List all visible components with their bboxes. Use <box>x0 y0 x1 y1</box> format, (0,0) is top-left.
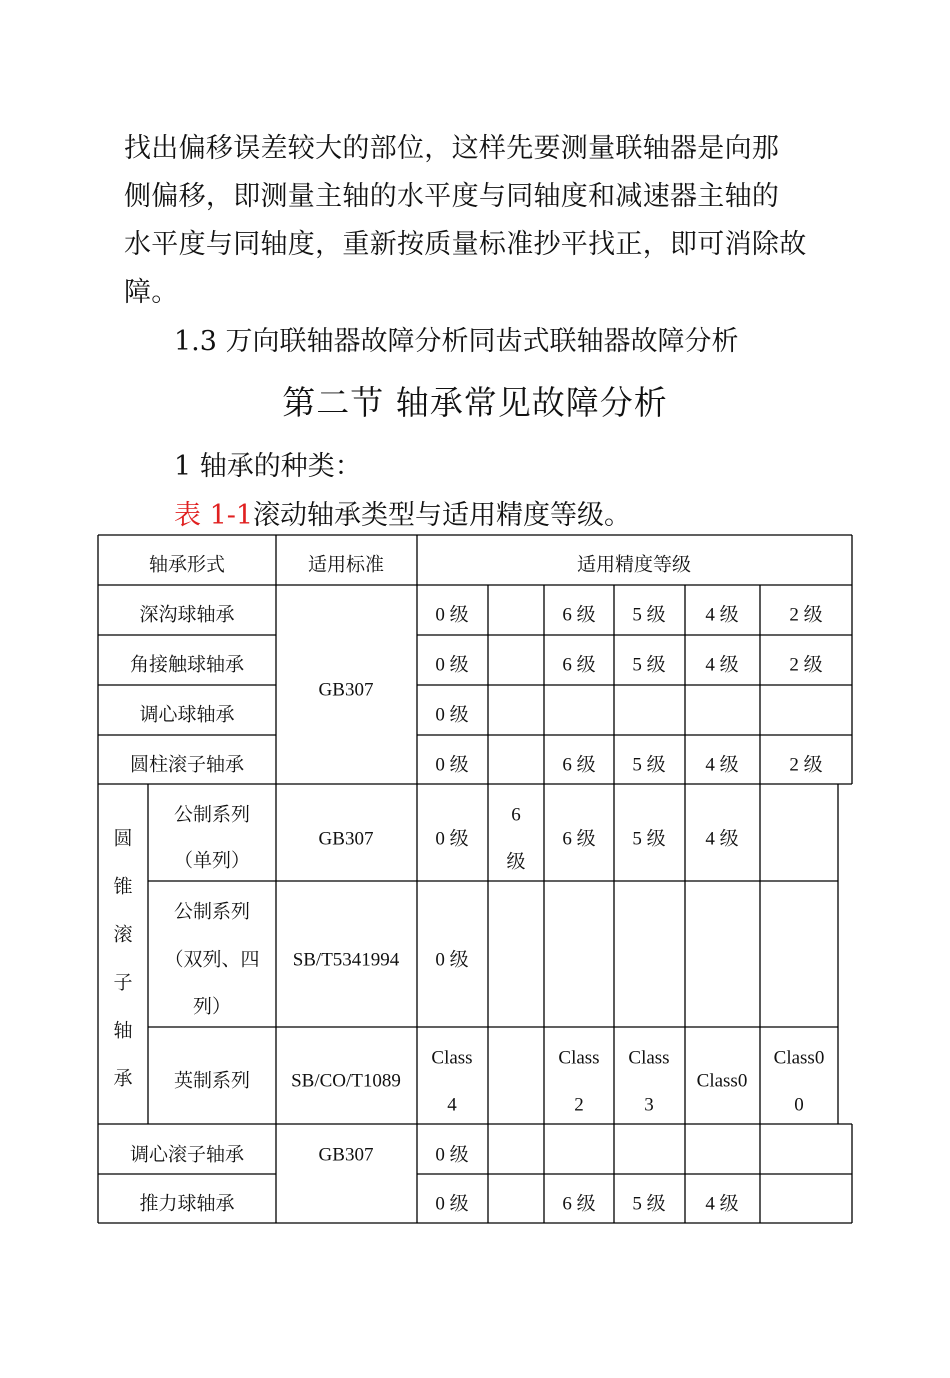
grade-cell: 5 级 <box>632 828 666 850</box>
item-heading: 1 轴承的种类： <box>174 451 362 482</box>
grade-cell: 6 级 <box>562 604 596 626</box>
grade-cell: 4 级 <box>705 828 739 850</box>
grade-cell: 5 级 <box>632 1193 666 1215</box>
grade-cell: Class <box>558 1047 600 1069</box>
table-grid <box>98 535 852 1223</box>
grade-cell: 4 级 <box>705 654 739 676</box>
tapered-roller-group-label <box>113 827 132 1089</box>
grade-cell: 2 级 <box>789 654 823 676</box>
grade-cell: 5 级 <box>632 754 666 776</box>
row-type-label: （双列、四 <box>164 949 260 971</box>
grade-cell: 6 级 <box>562 654 596 676</box>
subsection-heading: 1.3 万向联轴器故障分析同齿式联轴器故障分析 <box>174 326 739 357</box>
grade-cell: 2 <box>574 1094 584 1116</box>
grade-cell: 0 级 <box>435 828 469 850</box>
paragraph-line: 找出偏移误差较大的部位，这样先要测量联轴器是向那 <box>124 133 780 164</box>
grade-cell: Class0 <box>773 1047 825 1069</box>
standard-cell: GB307 <box>318 1144 374 1166</box>
grade-cell: 4 级 <box>705 1193 739 1215</box>
grade-cell: 0 级 <box>435 1193 469 1215</box>
grade-cell: 5 级 <box>632 654 666 676</box>
grade-cell: 4 级 <box>705 754 739 776</box>
standard-cell: SB/CO/T1089 <box>291 1070 401 1092</box>
grade-cell: 0 级 <box>435 654 469 676</box>
grade-cell: 0 级 <box>435 949 469 971</box>
grade-cell: 级 <box>506 851 526 873</box>
row-type-label: 公制系列 <box>173 901 251 923</box>
paragraph-line: 水平度与同轴度，重新按质量标准抄平找正，即可消除故 <box>124 229 807 260</box>
grade-cell: 2 级 <box>789 604 823 626</box>
paragraph-line: 障。 <box>124 277 179 308</box>
row-type-label: （单列） <box>173 850 251 872</box>
grade-cell: 6 级 <box>562 754 596 776</box>
grade-cell: 2 级 <box>789 754 823 776</box>
row-type-label: 调心球轴承 <box>139 704 235 726</box>
grade-cell: Class <box>628 1047 670 1069</box>
table-caption-number: 表 1-1 <box>174 500 254 531</box>
row-type-label: 深沟球轴承 <box>139 604 235 626</box>
grade-cell: 5 级 <box>632 604 666 626</box>
vertical-label-char: 轴 <box>113 1020 133 1042</box>
vertical-label-char: 滚 <box>113 924 133 946</box>
grade-cell: 4 级 <box>705 604 739 626</box>
paragraph-line: 侧偏移，即测量主轴的水平度与同轴度和减速器主轴的 <box>124 181 780 212</box>
vertical-label-char: 子 <box>113 972 133 994</box>
grade-cell: 0 级 <box>435 704 469 726</box>
grade-cell: 6 级 <box>562 828 596 850</box>
standard-cell: GB307 <box>318 828 374 850</box>
grade-cell: 0 <box>794 1094 804 1116</box>
row-type-label: 角接触球轴承 <box>129 654 245 676</box>
row-type-label: 英制系列 <box>173 1070 251 1092</box>
grade-cell: 0 级 <box>435 1144 469 1166</box>
row-type-label: 公制系列 <box>173 804 251 826</box>
table-caption-text: 滚动轴承类型与适用精度等级。 <box>253 500 632 531</box>
standard-cell: SB/T5341994 <box>292 949 400 971</box>
grade-cell: Class0 <box>696 1070 748 1092</box>
header-precision-grades: 适用精度等级 <box>576 554 692 576</box>
grade-cell: 3 <box>644 1094 654 1116</box>
vertical-label-char: 圆 <box>113 828 133 850</box>
grade-cell: 6 级 <box>562 1193 596 1215</box>
vertical-label-char: 承 <box>113 1068 133 1090</box>
grade-cell: Class <box>431 1047 473 1069</box>
row-type-label: 调心滚子轴承 <box>129 1144 245 1166</box>
row-type-label: 推力球轴承 <box>139 1193 235 1215</box>
standard-cell: GB307 <box>318 679 374 701</box>
grade-cell: 4 <box>447 1094 457 1116</box>
header-bearing-type: 轴承形式 <box>148 554 226 576</box>
grade-cell: 6 <box>511 804 521 826</box>
grade-cell: 0 级 <box>435 604 469 626</box>
grade-cell: 0 级 <box>435 754 469 776</box>
vertical-label-char: 锥 <box>113 876 133 898</box>
row-type-label: 列） <box>192 996 232 1018</box>
header-standard: 适用标准 <box>307 554 385 576</box>
section-title: 第二节 轴承常见故障分析 <box>282 383 668 422</box>
row-type-label: 圆柱滚子轴承 <box>129 754 245 776</box>
